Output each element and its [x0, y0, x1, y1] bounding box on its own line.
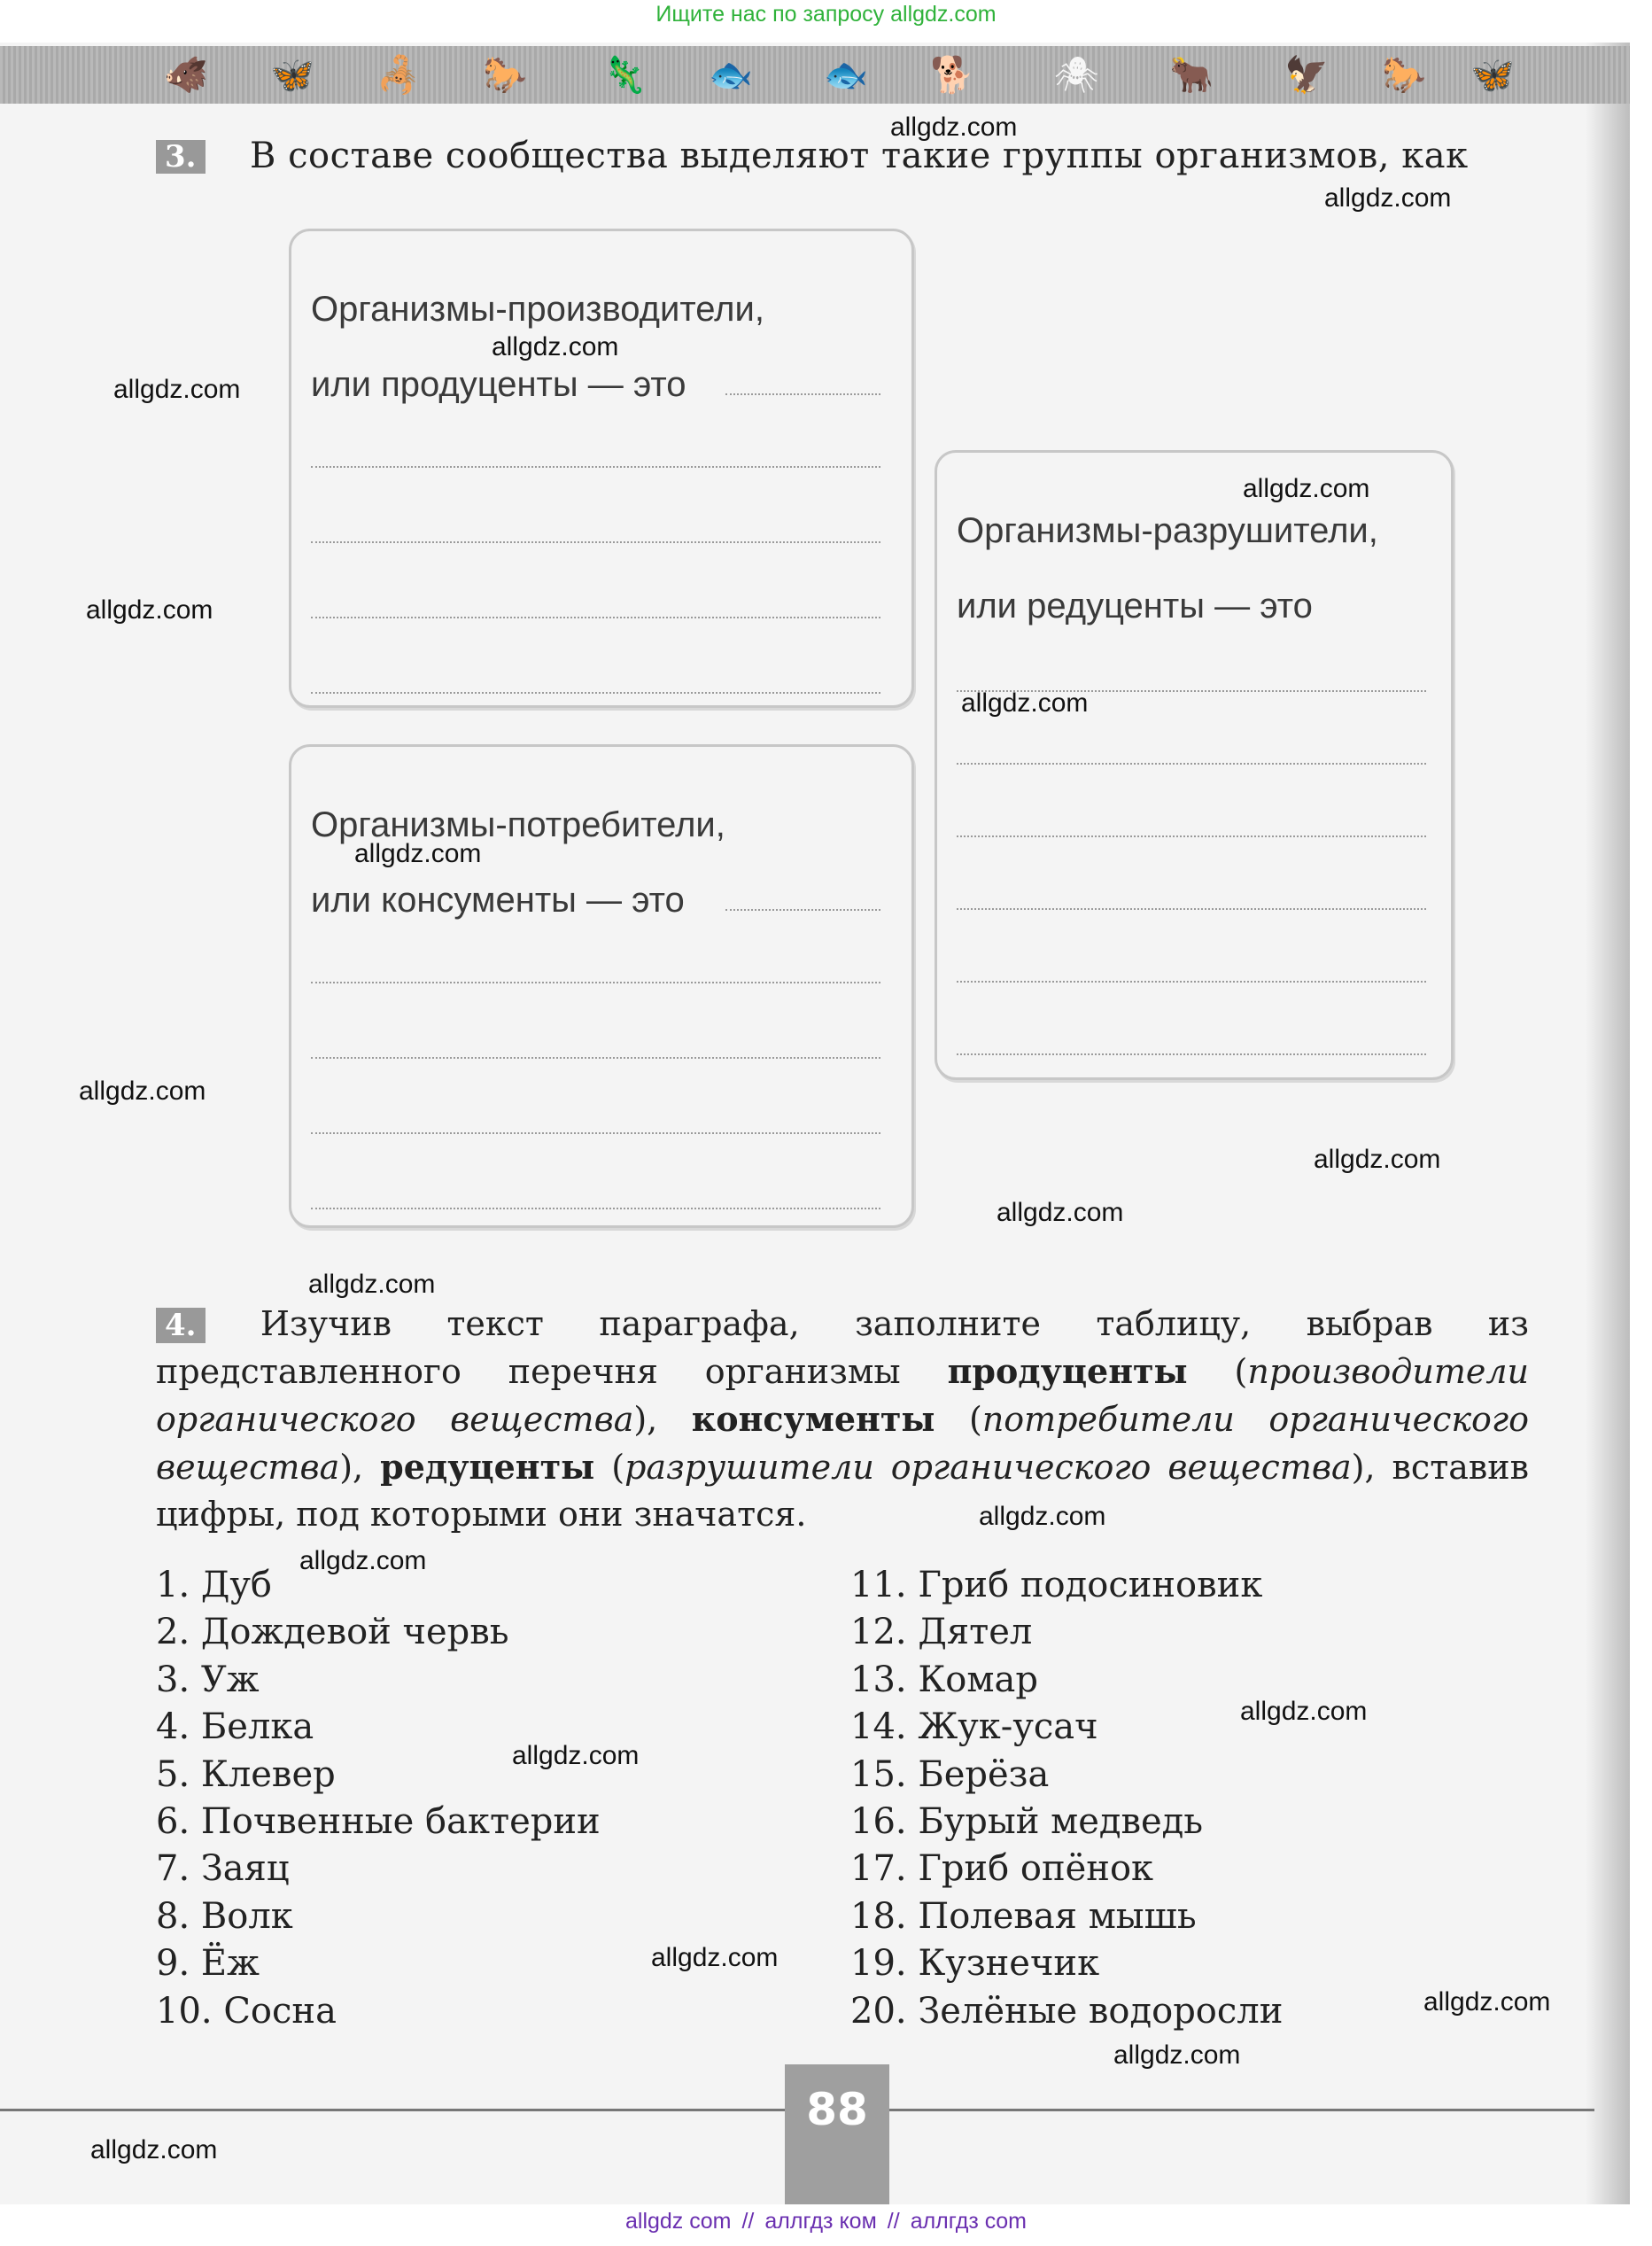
- watermark: allgdz.com: [1423, 1987, 1551, 2017]
- task-4-text: 4. Изучив текст параграфа, заполните таблицу, выбрав из представленного перечня организмы продуценты (производители органического вещества), консументы (потребители органического вещества), редуценты (разрушители органического вещества), вставив цифры, под которыми они значатся.: [156, 1304, 1530, 1534]
- watermark: allgdz.com: [1324, 183, 1452, 213]
- decomposers-box: [935, 450, 1454, 1080]
- scorpion-icon: 🦂: [376, 55, 421, 96]
- footer-link[interactable]: аллгдз ком: [764, 2209, 877, 2234]
- watermark: allgdz.com: [961, 688, 1089, 718]
- footer-links: allgdz com // аллгдз ком // аллгдз com: [624, 2209, 1027, 2234]
- organism-list-left: [156, 1562, 601, 2035]
- list-item: 19. Кузнечик: [850, 1943, 1100, 1985]
- list-item: 2. Дождевой червь: [156, 1612, 509, 1653]
- answer-line[interactable]: [311, 1132, 880, 1134]
- list-item: 15. Берёза: [850, 1753, 1050, 1795]
- producers-subtitle: или продуценты — это: [311, 365, 686, 404]
- watermark: allgdz.com: [512, 1741, 640, 1770]
- horse-icon: 🐎: [483, 55, 527, 96]
- answer-line[interactable]: [957, 763, 1426, 765]
- list-item: 6. Почвенные бактерии: [156, 1801, 601, 1843]
- consumers-subtitle: или консументы — это: [311, 881, 685, 920]
- boar-icon: 🐗: [164, 55, 208, 96]
- answer-line[interactable]: [311, 541, 880, 543]
- list-item: 13. Комар: [850, 1659, 1038, 1700]
- list-item: 18. Полевая мышь: [850, 1895, 1197, 1937]
- list-item: 7. Заяц: [156, 1848, 290, 1890]
- bull-icon: 🐂: [1169, 55, 1214, 96]
- answer-line[interactable]: [957, 1053, 1426, 1055]
- producers-box: [289, 229, 914, 708]
- answer-line[interactable]: [311, 692, 880, 694]
- answer-line[interactable]: [311, 617, 880, 618]
- term-consumers: консументы: [691, 1399, 935, 1439]
- footer-link[interactable]: allgdz com: [624, 2209, 732, 2234]
- footer-link[interactable]: аллгдз com: [910, 2209, 1027, 2234]
- list-item: 5. Клевер: [156, 1753, 336, 1795]
- watermark: allgdz.com: [1314, 1145, 1441, 1174]
- task-4-number: 4.: [156, 1308, 206, 1343]
- list-item: 8. Волк: [156, 1895, 293, 1937]
- producers-title: Организмы-производители,: [311, 290, 764, 329]
- watermark: allgdz.com: [997, 1198, 1124, 1227]
- term-decomposers: редуценты: [380, 1447, 595, 1487]
- watermark: allgdz.com: [79, 1076, 206, 1106]
- lizard-icon: 🦎: [602, 55, 647, 96]
- watermark: allgdz.com: [90, 2135, 218, 2164]
- answer-line[interactable]: [957, 908, 1426, 910]
- watermark: allgdz.com: [86, 595, 213, 625]
- spider-icon: 🕷: [1054, 55, 1099, 96]
- answer-line[interactable]: [311, 466, 880, 468]
- list-item: 17. Гриб опёнок: [850, 1848, 1154, 1890]
- list-item: 10. Сосна: [156, 1990, 337, 2032]
- decomposers-subtitle: или редуценты — это: [957, 587, 1313, 626]
- watermark: allgdz.com: [1240, 1697, 1368, 1726]
- organism-list-right: [850, 1562, 1283, 2035]
- list-item: 3. Уж: [156, 1659, 260, 1700]
- top-banner[interactable]: Ищите нас по запросу allgdz.com: [655, 2, 997, 27]
- decomposers-title: Организмы-разрушители,: [957, 511, 1378, 550]
- consumers-title: Организмы-потребители,: [311, 805, 725, 844]
- list-item: 9. Ёж: [156, 1943, 260, 1985]
- watermark: allgdz.com: [1243, 474, 1370, 503]
- watermark: allgdz.com: [492, 332, 619, 361]
- task-3-text: В составе сообщества выделяют такие группы организмов, как: [250, 136, 1469, 176]
- list-item: 12. Дятел: [850, 1612, 1033, 1653]
- list-item: 14. Жук-усач: [850, 1706, 1098, 1748]
- watermark: allgdz.com: [308, 1270, 436, 1299]
- horse-icon: 🐎: [1382, 55, 1426, 96]
- answer-line[interactable]: [311, 982, 880, 983]
- watermark: allgdz.com: [354, 839, 482, 868]
- page-edge-shadow: [1586, 43, 1630, 2204]
- consumers-box: [289, 744, 914, 1228]
- watermark: allgdz.com: [1113, 2040, 1241, 2070]
- butterfly-icon: 🦋: [270, 55, 314, 96]
- watermark: allgdz.com: [890, 113, 1018, 142]
- fish-icon: 🐟: [709, 55, 753, 96]
- butterfly-icon: 🦋: [1470, 55, 1515, 96]
- list-item: 1. Дуб: [156, 1565, 273, 1605]
- answer-line[interactable]: [725, 909, 880, 911]
- answer-line[interactable]: [957, 835, 1426, 837]
- answer-line[interactable]: [957, 981, 1426, 983]
- answer-line[interactable]: [725, 393, 880, 395]
- watermark: allgdz.com: [979, 1502, 1106, 1531]
- list-item: 20. Зелёные водоросли: [850, 1990, 1284, 2032]
- answer-line[interactable]: [311, 1057, 880, 1059]
- list-item: 4. Белка: [156, 1706, 314, 1748]
- watermark: allgdz.com: [113, 375, 241, 404]
- list-item: 11. Гриб подосиновик: [850, 1565, 1263, 1605]
- watermark: allgdz.com: [651, 1943, 779, 1972]
- term-producers: продуценты: [947, 1351, 1188, 1391]
- dog-icon: 🐕: [930, 55, 974, 96]
- answer-line[interactable]: [311, 1208, 880, 1209]
- task-3-number: 3.: [156, 140, 206, 174]
- fish-icon: 🐟: [824, 55, 868, 96]
- list-item: 16. Бурый медведь: [850, 1801, 1204, 1843]
- watermark: allgdz.com: [299, 1546, 427, 1575]
- eagle-icon: 🦅: [1284, 55, 1329, 96]
- page-number: 88: [806, 2084, 868, 2135]
